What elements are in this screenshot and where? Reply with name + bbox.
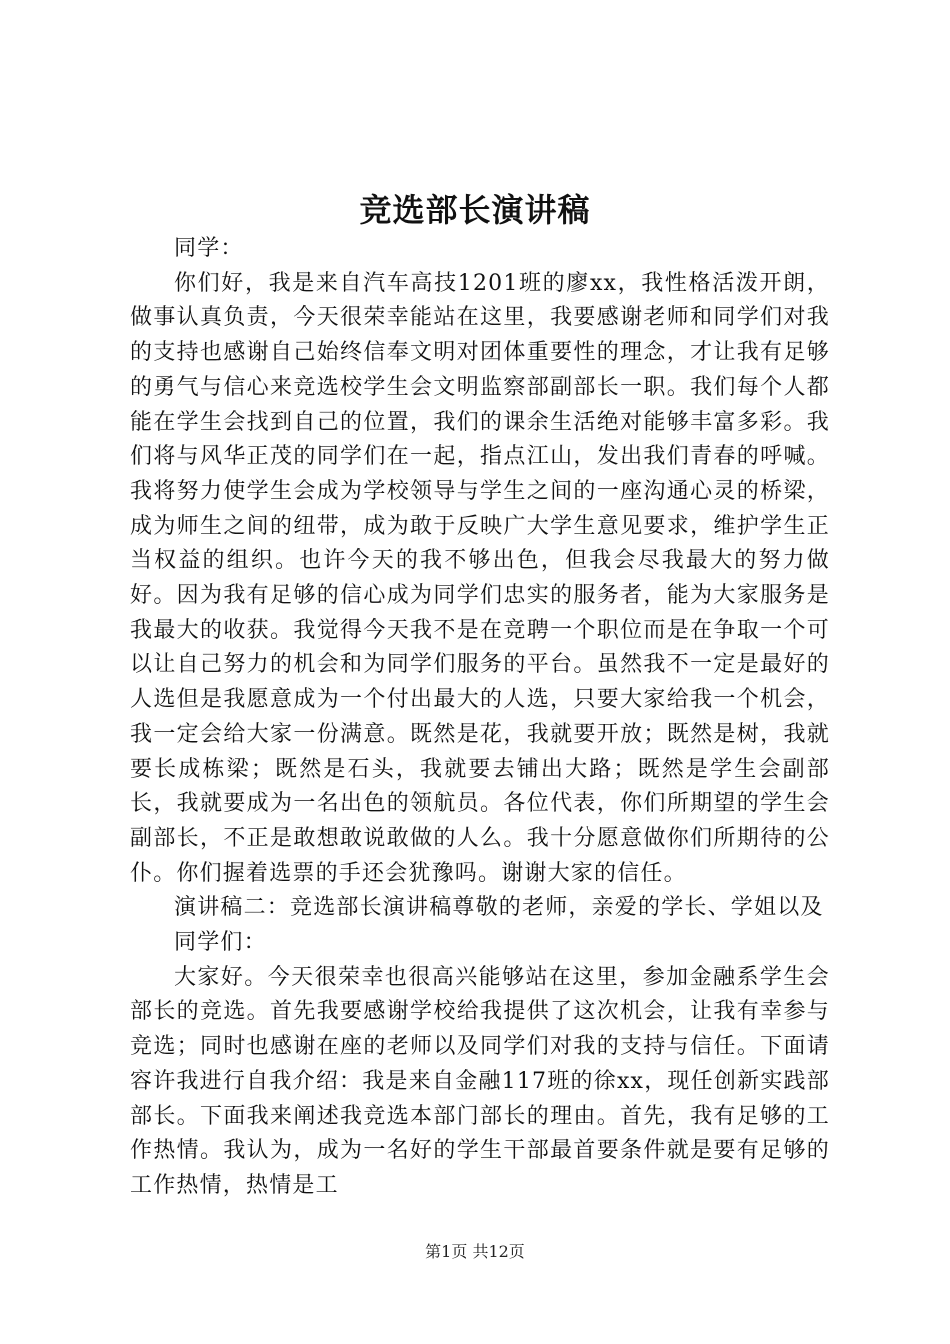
paragraph-greeting-two: 同学们： [174,930,267,956]
paragraph-speech-one: 你们好，我是来自汽车高技1201班的廖xx，我性格活泼开朗，做事认真负责，今天很荣幸能站在这里，我要感谢老师和同学们对我的支持也感谢自己始终信奉文明对团体重要性的理念，才让我有足够的勇气与信心来竞选校学生会文明监察部副部长一职。我们每个人都能在学生会找到自己的位置，我们的课余生活绝对能够丰富多彩。我们将与风华正茂的同学们在一起，指点江山，发出我们青春的呼喊。我将努力使学生会成为学校领导与学生之间的一座沟通心灵的桥梁，成为师生之间的纽带，成为敢于反映广大学生意见要求，维护学生正当权益的组织。也许今天的我不够出色，但我会尽我最大的努力做好。因为我有足够的信心成为同学们忠实的服务者，能为大家服务是我最大的收获。我觉得今天我不是在竞聘一个职位而是在争取一个可以让自己努力的机会和为同学们服务的平台。虽然我不一定是最好的人选但是我愿意成为一个付出最大的人选，只要大家给我一个机会，我一定会给大家一份满意。既然是花，我就要开放；既然是树，我就要长成栋梁；既然是石头，我就要去铺出大路；既然是学生会副部长，我就要成为一名出色的领航员。各位代表，你们所期望的学生会副部长，不正是敢想敢说敢做的人么。我十分愿意做你们所期待的公仆。你们握着选票的手还会犹豫吗。谢谢大家的信任。 [130,270,830,886]
paragraph-speech-two-heading: 演讲稿二：竞选部长演讲稿尊敬的老师，亲爱的学长、学姐以及 [174,895,824,921]
document-body [130,232,830,1204]
paragraph-greeting: 同学： [174,236,244,261]
page-number-footer: 第1页 共12页 [425,1242,525,1261]
document-title: 竞选部长演讲稿 [359,191,591,229]
paragraph-speech-two: 大家好。今天很荣幸也很高兴能够站在这里，参加金融系学生会部长的竞选。首先我要感谢学校给我提供了这次机会，让我有幸参与竞选；同时也感谢在座的老师以及同学们对我的支持与信任。下面请容许我进行自我介绍：我是来自金融117班的徐xx，现任创新实践部部长。下面我来阐述我竞选本部门部长的理由。首先，我有足够的工作热情。我认为，成为一名好的学生干部最首要条件就是要有足够的工作热情，热情是工 [130,964,830,1198]
